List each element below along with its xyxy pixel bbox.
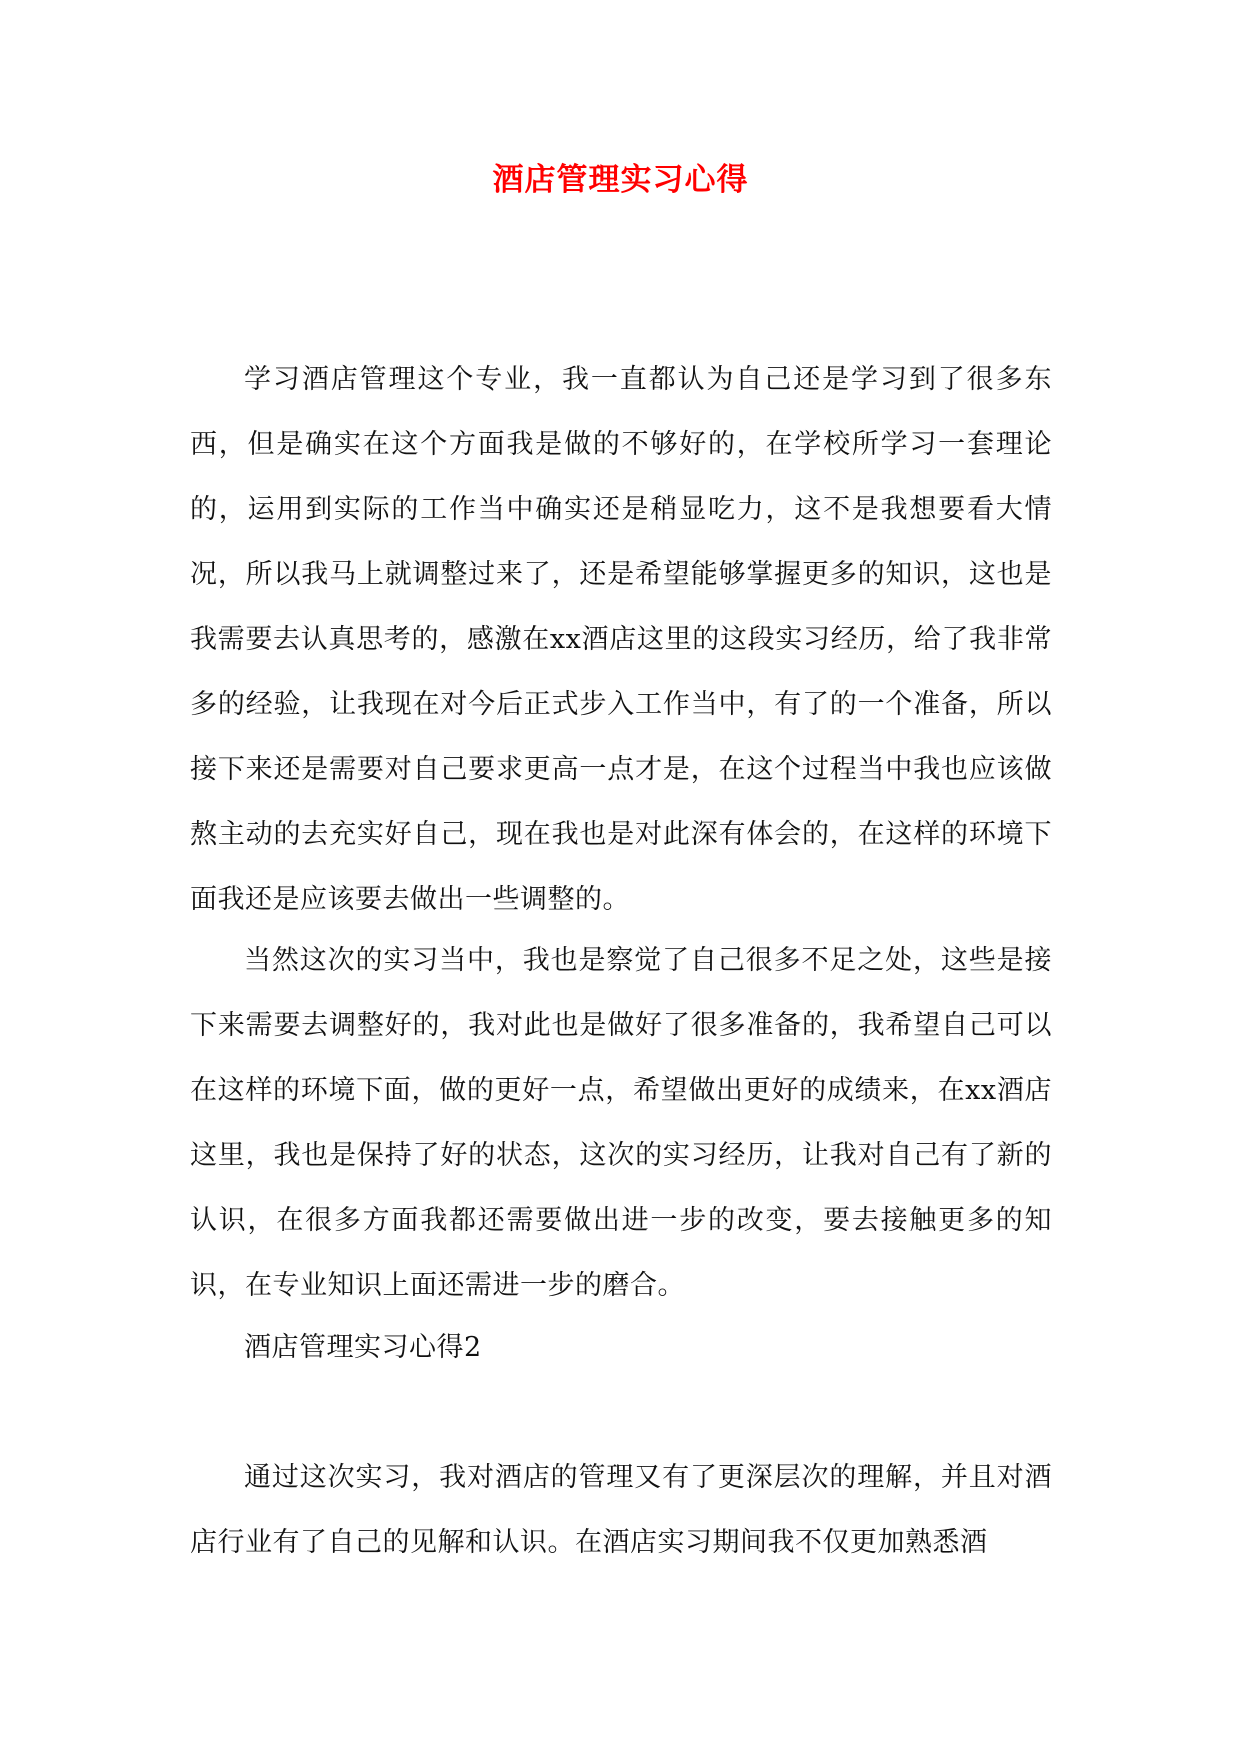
paragraph-text: 学习酒店管理这个专业，我一直都认为自己还是学习到了很多东西，但是确实在这个方面我是做的不够好的，在学校所学习一套理论的，运用到实际的工作当中确实还是稍显吃力，这不是我想要看大情况，所以我马上就调整过来了，还是希望能够掌握更多的知识，这也是我需要去认真思考的，感激在xx酒店这里的这段实习经历，给了我非常多的经验，让我现在对今后正式步入工作当中，有了的一个准备，所以接下来还是需要对自己要求更高一点才是，在这个过程当中我也应该做熬主动的去充实好自己，现在我也是对此深有体会的，在这样的环境下面我还是应该要去做出一些调整的。 — [190, 364, 1052, 915]
paragraph-text: 通过这次实习，我对酒店的管理又有了更深层次的理解，并且对酒店行业有了自己的见解和认识。在酒店实习期间我不仅更加熟悉酒 — [190, 1462, 1052, 1558]
paragraph-2 — [190, 928, 1052, 1318]
paragraph-1 — [190, 347, 1052, 932]
document-title: 酒店管理实习心得 — [492, 162, 749, 198]
section-heading-2 — [190, 1315, 1052, 1380]
paragraph-3 — [190, 1445, 1052, 1575]
paragraph-text: 当然这次的实习当中，我也是察觉了自己很多不足之处，这些是接下来需要去调整好的，我对此也是做好了很多准备的，我希望自己可以在这样的环境下面，做的更好一点，希望做出更好的成绩来，在xx酒店这里，我也是保持了好的状态，这次的实习经历，让我对自己有了新的认识，在很多方面我都还需要做出进一步的改变，要去接触更多的知识，在专业知识上面还需进一步的磨合。 — [190, 945, 1052, 1301]
section-heading-text: 酒店管理实习心得2 — [244, 1332, 482, 1363]
